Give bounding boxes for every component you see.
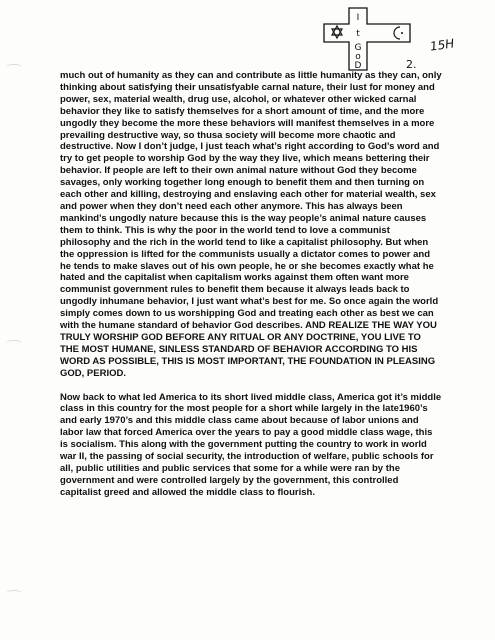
handwritten-page-code: 15H [429,36,456,54]
religious-cross-emblem [322,6,412,72]
body-paragraph: Now back to what led America to its short lived middle class, America got it’s middle class in this country for the most people for a short while largely in the late1960’s and early 1970’s and this middle class came about because of labor unions and labor law that forced America over the years to pay a good middle class wage, this is socialism. This along with the government putting the country to work in world war II, the passing of social security, the introduction of welfare, public schools for all, public utilities and public services that some for a while were ran by the government and were controlled largely by the government, this controlled capitalist greed and allowed the middle class to flourish. [60,391,442,498]
body-paragraph: much out of humanity as they can and contribute as little humanity as they can, only thinking about satisfying their unsatisfyable carnal nature, their lust for money and power, sex, material wealth, drug use, alcohol, or whatever other wicked carnal behavior they like to satisfy themselves for a short amount of time, and the more ungodly they become the more these behaviors will manifest themselves in a more prevailing destructive way, so thusa society will become more chaotic and destructive. Now I don’t judge, I just teach what’s right according to God’s word and try to get people to worship God by the way they live, which means bettering their behavior. If people are left to their own animal nature without God they become savages, only working together long enough to benefit them and then turning on each other and killing, destroying and enslaving each other for material wealth, sex and power when they don’t need each other anymore. This has always been mankind’s ungodly nature because this is the way people’s animal nature causes them to think. This is why the poor in the world tend to love a communist philosophy and the rich in the world tend to like a capitalist philosophy. But when the oppression is lifted for the communists usually a dictator comes to power and he tends to make slaves out of his own people, he or she becomes exactly what he hated and the capitalist when capitalism works against them often want more communist government rules to benefit them because it always leads back to ungodly inhumane behavior, I just want what’s best for me. So once again the world simply comes down to us worshipping God and treating each other as best we can with the humane standard of behavior God describes. AND REALIZE THE WAY YOU TRULY WORSHIP GOD BEFORE ANY RITUAL OR ANY DOCTRINE, YOU LIVE TO THE MOST HUMANE, SINLESS STANDARD OF BEHAVIOR ACCORDING TO HIS WORD AS POSSIBLE, THIS IS MOST IMPORTANT, THE FOUNDATION IN PLEASING GOD, PERIOD. [60,70,442,379]
cross-letter: D [354,61,362,71]
cross-letter: o [355,52,361,62]
punch-hole-mark [6,64,22,71]
cross-letter: I [356,13,360,23]
crescent-moon-icon [394,27,403,39]
cross-letter: G [354,43,362,53]
document-body [60,70,442,511]
page-number: 2. [406,58,417,71]
cross-letter: t [356,29,360,39]
punch-hole-mark [6,340,22,347]
punch-hole-mark [6,590,22,597]
star-of-david-icon [332,26,342,38]
